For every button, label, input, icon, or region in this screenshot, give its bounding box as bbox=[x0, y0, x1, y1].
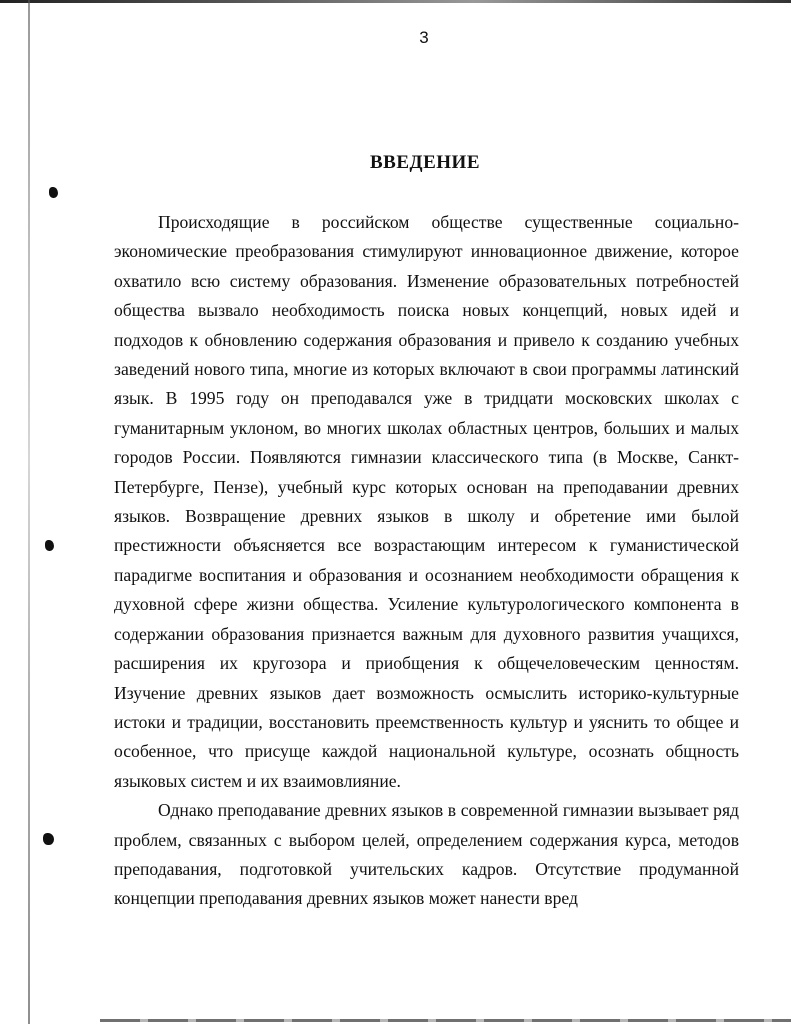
scan-edge-top bbox=[0, 0, 791, 3]
page-number: 3 bbox=[419, 28, 429, 47]
section-heading: ВВЕДЕНИЕ bbox=[370, 152, 480, 173]
body-text bbox=[114, 208, 739, 914]
scan-edge-left bbox=[28, 0, 30, 1024]
binder-hole-mark bbox=[49, 187, 58, 198]
binder-hole-mark bbox=[45, 540, 54, 551]
paragraph: Однако преподавание древних языков в современной гимназии вызывает ряд проблем, связанных с выбором целей, определением содержания курса, методов преподавания, подготовкой учительских кадров. Отсутствие продуманной концепции преподавания древних языков может нанести вред bbox=[114, 800, 739, 909]
scan-edge-bottom bbox=[100, 1019, 791, 1022]
binder-hole-mark bbox=[43, 833, 54, 845]
paragraph: Происходящие в российском обществе существенные социально-экономические преобразования стимулируют инновационное движение, которое охватило всю систему образования. Изменение образовательных потребностей общества вызвало необходимость поиска новых концепций, новых идей и подходов к обновлению содержания образования и привело к созданию учебных заведений нового типа, многие из которых включают в свои программы латинский язык. В 1995 году он преподавался уже в тридцати московских школах с гуманитарным уклоном, во многих школах областных центров, больших и малых городов России. Появляются гимназии классического типа (в Москве, Санкт-Петербурге, Пензе), учебный курс которых основан на преподавании древних языков. Возвращение древних языков в школу и обретение ими былой престижности объясняется все возрастающим интересом к гуманистической парадигме воспитания и образования и осознанием необходимости обращения к духовной сфере жизни общества. Усиление культурологического компонента в содержании образования признается важным для духовного развития учащихся, расширения их кругозора и приобщения к общечеловеческим ценностям. Изучение древних языков дает возможность осмыслить историко-культурные истоки и традиции, восстановить преемственность культур и уяснить то общее и особенное, что присуще каждой национальной культуре, осознать общность языковых систем и их взаимовлияние. bbox=[114, 212, 739, 791]
